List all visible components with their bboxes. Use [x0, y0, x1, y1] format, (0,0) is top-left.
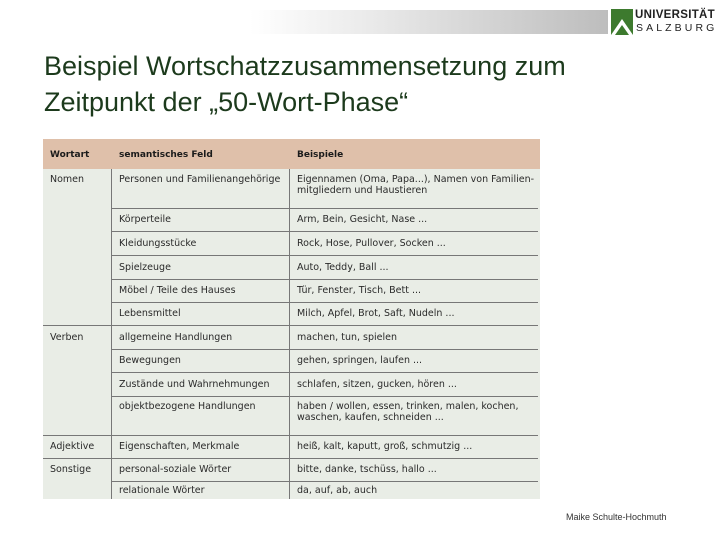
table-cell-feld: Körperteile — [119, 214, 171, 225]
table-cell-beispiele: heiß, kalt, kaputt, groß, schmutzig ... — [297, 441, 473, 452]
table-cell-beispiele: Auto, Teddy, Ball ... — [297, 262, 389, 273]
table-cell-wortart: Sonstige — [50, 464, 92, 475]
column-header: Beispiele — [297, 150, 344, 160]
logo-text-line1: UNIVERSITÄT — [635, 9, 715, 21]
row-divider — [111, 396, 538, 397]
table-cell-beispiele: Eigennamen (Oma, Papa...), Namen von Familien- — [297, 174, 535, 185]
column-divider — [111, 169, 112, 499]
table-cell-feld: relationale Wörter — [119, 485, 205, 496]
table-cell-beispiele: bitte, danke, tschüss, hallo ... — [297, 464, 437, 475]
row-divider — [111, 349, 538, 350]
table-cell-feld: Lebensmittel — [119, 308, 181, 319]
table-cell-wortart: Nomen — [50, 174, 85, 185]
table-header-row — [43, 139, 540, 169]
table-cell-beispiele: Rock, Hose, Pullover, Socken ... — [297, 238, 446, 249]
author-credit: Maike Schulte-Hochmuth — [566, 512, 667, 522]
vocabulary-table — [43, 139, 540, 499]
row-divider — [43, 435, 538, 436]
table-cell-beispiele: waschen, kaufen, schneiden ... — [297, 412, 444, 423]
table-cell-feld: personal-soziale Wörter — [119, 464, 232, 475]
slide-title — [44, 48, 684, 120]
row-divider — [111, 372, 538, 373]
table-cell-beispiele: mitgliedern und Haustieren — [297, 185, 428, 196]
table-cell-beispiele: haben / wollen, essen, trinken, malen, kochen, — [297, 401, 519, 412]
table-cell-beispiele: gehen, springen, laufen ... — [297, 355, 423, 366]
table-cell-beispiele: Milch, Apfel, Brot, Saft, Nudeln ... — [297, 308, 455, 319]
table-cell-feld: objektbezogene Handlungen — [119, 401, 256, 412]
table-cell-beispiele: Arm, Bein, Gesicht, Nase ... — [297, 214, 428, 225]
column-header: Wortart — [50, 150, 90, 160]
table-cell-feld: Zustände und Wahrnehmungen — [119, 379, 270, 390]
slide-title-line1: Beispiel Wortschatzzusammensetzung zum — [44, 51, 566, 81]
table-cell-feld: Bewegungen — [119, 355, 181, 366]
row-divider — [111, 231, 538, 232]
row-divider — [111, 481, 538, 482]
logo-text-line2: SALZBURG — [636, 22, 718, 34]
column-divider — [289, 169, 290, 499]
header-gradient-bar — [250, 10, 608, 34]
row-divider — [111, 279, 538, 280]
row-divider — [111, 302, 538, 303]
university-logo-icon — [611, 9, 633, 35]
table-cell-beispiele: Tür, Fenster, Tisch, Bett ... — [297, 285, 422, 296]
row-divider — [111, 208, 538, 209]
row-divider — [111, 255, 538, 256]
table-cell-feld: allgemeine Handlungen — [119, 332, 233, 343]
table-cell-wortart: Verben — [50, 332, 84, 343]
table-cell-feld: Spielzeuge — [119, 262, 171, 273]
slide-title-line2: Zeitpunkt der „50-Wort-Phase“ — [44, 87, 409, 117]
table-cell-feld: Eigenschaften, Merkmale — [119, 441, 240, 452]
table-cell-beispiele: da, auf, ab, auch — [297, 485, 378, 496]
row-divider — [43, 458, 538, 459]
table-cell-feld: Kleidungsstücke — [119, 238, 197, 249]
table-cell-beispiele: machen, tun, spielen — [297, 332, 398, 343]
table-cell-feld: Personen und Familienangehörige — [119, 174, 281, 185]
table-cell-wortart: Adjektive — [50, 441, 95, 452]
column-header: semantisches Feld — [119, 150, 213, 160]
table-cell-feld: Möbel / Teile des Hauses — [119, 285, 236, 296]
row-divider — [43, 325, 538, 326]
table-cell-beispiele: schlafen, sitzen, gucken, hören ... — [297, 379, 457, 390]
